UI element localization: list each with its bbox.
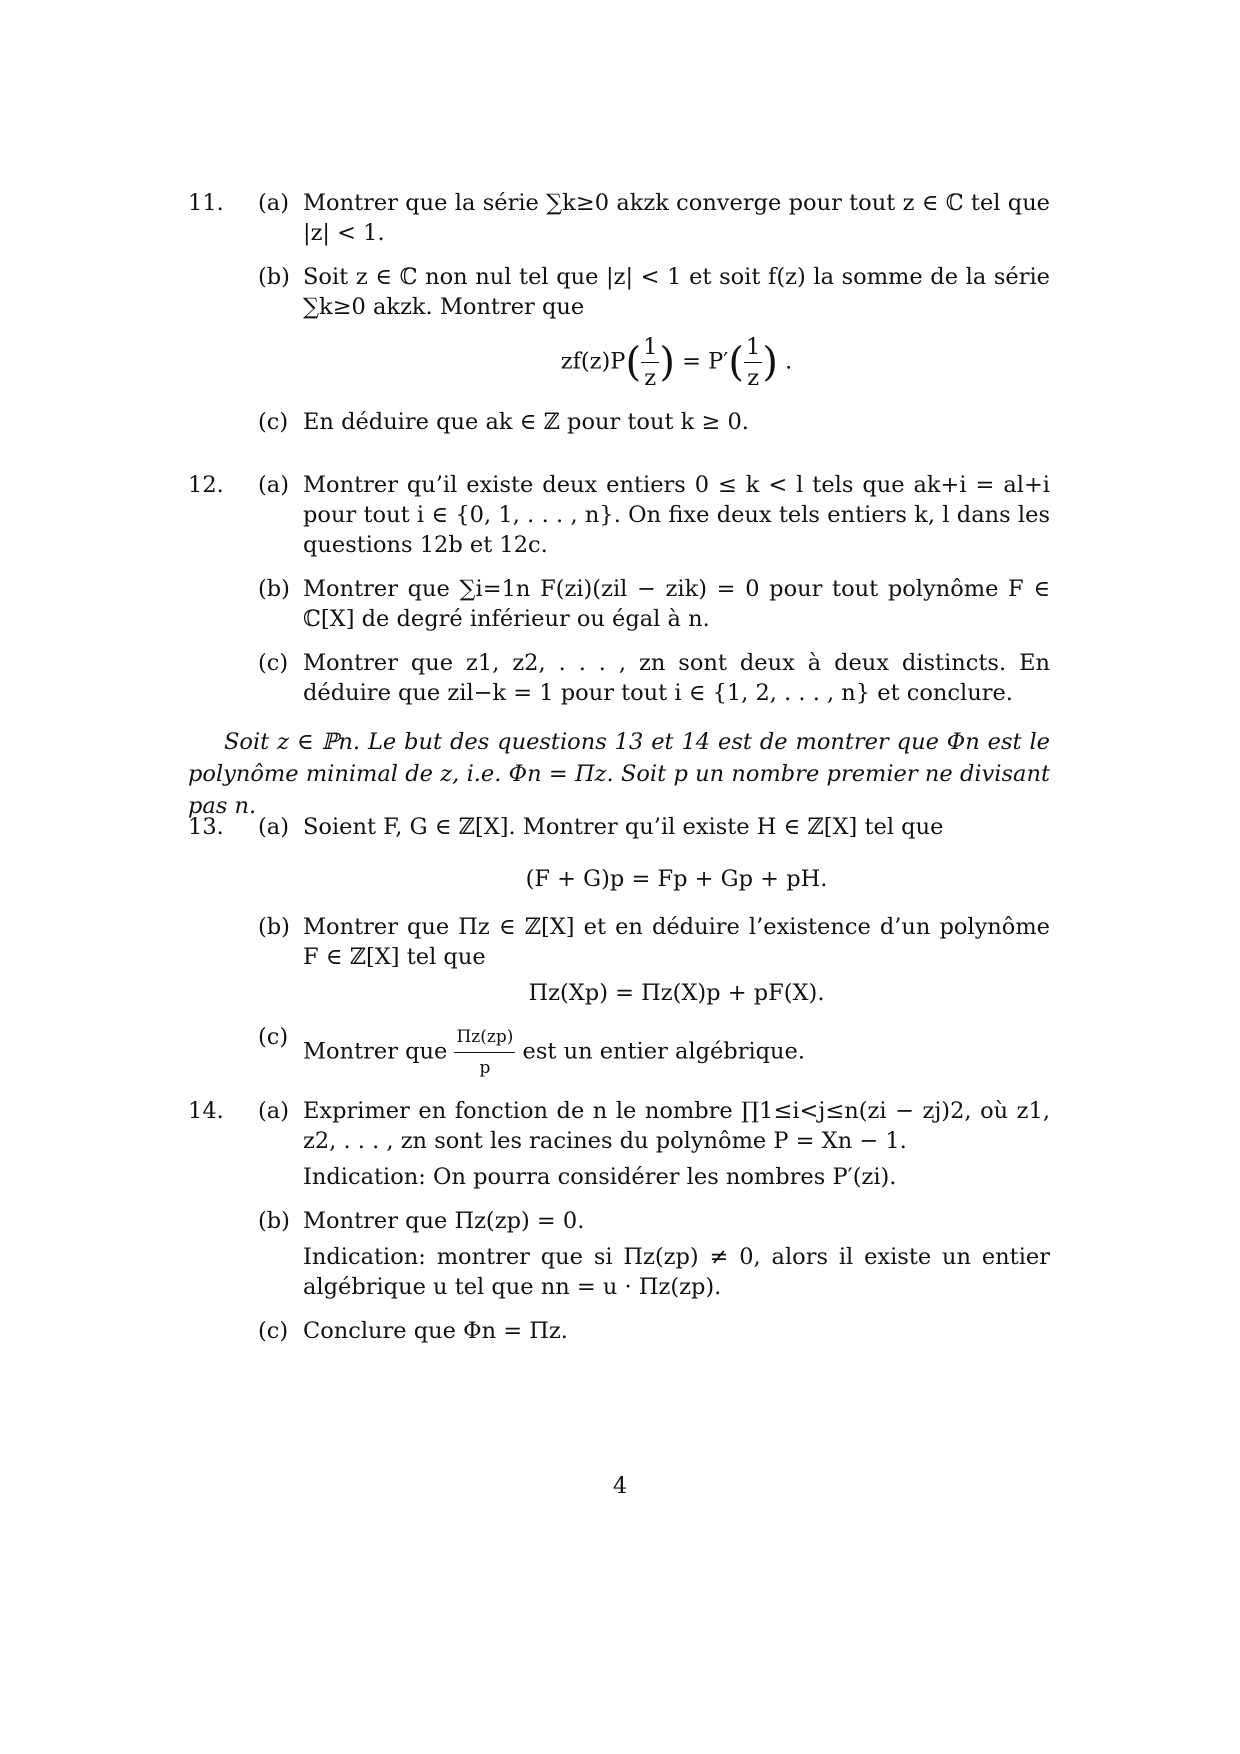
equation-end: .: [777, 348, 793, 375]
part-label: (c): [258, 1024, 289, 1050]
question-14b: [258, 1206, 1050, 1302]
fraction-denominator: p: [479, 1058, 491, 1078]
part-label: (c): [258, 650, 289, 676]
fraction-denominator: z: [747, 365, 760, 391]
question-14: [188, 1096, 1050, 1360]
question-12: [188, 470, 1050, 722]
part-text: Exprimer en fonction de n le nombre ∏1≤i<j≤n(zi − zj)2, où z1, z2, . . . , zn sont les racines du polynôme P = Xn − 1.: [303, 1098, 1050, 1154]
question-12c: [258, 648, 1050, 708]
text-before: Montrer que: [303, 1038, 448, 1065]
left-paren: (: [625, 339, 642, 386]
question-11c: [258, 407, 1050, 437]
fraction-numerator: 1: [744, 332, 762, 363]
equation-left: zf(z)P: [560, 348, 626, 375]
question-14a: [258, 1096, 1050, 1192]
question-number: 14.: [188, 1098, 224, 1124]
part-text: Conclure que Φn = Πz.: [303, 1318, 568, 1344]
fraction: [744, 332, 762, 393]
question-14c: [258, 1316, 1050, 1346]
page-number: 4: [612, 1473, 628, 1499]
part-label: (b): [258, 914, 290, 940]
part-text: En déduire que ak ∈ ℤ pour tout k ≥ 0.: [303, 409, 749, 435]
question-11: [188, 188, 1050, 451]
question-13c: [258, 1022, 1050, 1083]
part-text: Soit z ∈ ℂ non nul tel que |z| < 1 et soit f(z) la somme de la série ∑k≥0 akzk. Montrer que: [303, 264, 1050, 320]
fraction-numerator: 1: [641, 332, 659, 363]
part-label: (a): [258, 190, 289, 216]
fraction-denominator: z: [644, 365, 657, 391]
question-12a: [258, 470, 1050, 560]
part-label: (b): [258, 1208, 290, 1234]
part-label: (a): [258, 1098, 289, 1124]
fraction: [454, 1022, 515, 1083]
part-label: (a): [258, 472, 289, 498]
part-label: (a): [258, 814, 289, 840]
fraction-numerator: Πz(zp): [454, 1022, 515, 1053]
part-text: Soient F, G ∈ ℤ[X]. Montrer qu’il existe H ∈ ℤ[X] tel que: [303, 814, 944, 840]
part-text: Montrer que Πz ∈ ℤ[X] et en déduire l’existence d’un polynôme F ∈ ℤ[X] tel que: [303, 914, 1050, 970]
part-text: Montrer que z1, z2, . . . , zn sont deux à deux distincts. En déduire que zil−k = 1 pour tout i ∈ {1, 2, . . . , n} et conclure.: [303, 650, 1050, 706]
display-equation: (F + G)p = Fp + Gp + pH.: [525, 866, 828, 892]
intro-paragraph: Soit z ∈ ℙn. Le but des questions 13 et 14 est de montrer que Φn est le polynôme minimal de z, i.e. Φn = Πz. Soit p un nombre premier ne divisant pas n.: [188, 729, 1050, 819]
part-text: Montrer qu’il existe deux entiers 0 ≤ k < l tels que ak+i = al+i pour tout i ∈ {0, 1, . . . , n}. On fixe deux tels entiers k, l dans les questions 12b et 12c.: [303, 472, 1050, 558]
equation-middle: = P′: [675, 348, 729, 375]
fraction: [641, 332, 659, 393]
right-paren: ): [762, 339, 778, 386]
question-11b: [258, 262, 1050, 393]
part-text: Montrer que Πz(zp) = 0.: [303, 1208, 585, 1234]
hint-text: Indication: montrer que si Πz(zp) ≠ 0, alors il existe un entier algébrique u tel que nn = u · Πz(zp).: [303, 1244, 1050, 1300]
display-equation: [303, 332, 1050, 393]
part-text: [303, 1022, 1050, 1083]
question-11a: [258, 188, 1050, 248]
part-text: Montrer que ∑i=1n F(zi)(zil − zik) = 0 pour tout polynôme F ∈ ℂ[X] de degré inférieur ou égal à n.: [303, 576, 1050, 632]
part-label: (b): [258, 264, 290, 290]
part-text: Montrer que la série ∑k≥0 akzk converge pour tout z ∈ ℂ tel que |z| < 1.: [303, 190, 1050, 246]
question-number: 11.: [188, 190, 224, 216]
text-after: est un entier algébrique.: [522, 1038, 806, 1065]
question-13: [188, 812, 1050, 1097]
question-13b: [258, 912, 1050, 1008]
part-label: (c): [258, 409, 289, 435]
question-number: 12.: [188, 472, 224, 498]
display-equation: Πz(Xp) = Πz(X)p + pF(X).: [528, 980, 825, 1006]
hint-text: Indication: On pourra considérer les nombres P′(zi).: [303, 1164, 897, 1190]
question-number: 13.: [188, 814, 224, 840]
part-label: (c): [258, 1318, 289, 1344]
part-label: (b): [258, 576, 290, 602]
left-paren: (: [728, 339, 745, 386]
right-paren: ): [659, 339, 675, 386]
question-12b: [258, 574, 1050, 634]
question-13a: [258, 812, 1050, 894]
